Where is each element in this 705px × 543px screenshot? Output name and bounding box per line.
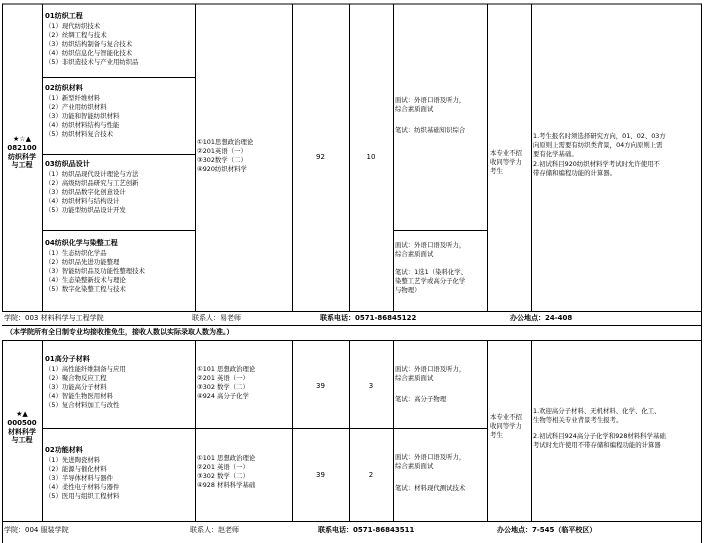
direction-title: 02功能材料 — [45, 446, 83, 454]
remark-line: 2.初试科目920纺织材料学考试时允许使用不 — [533, 160, 660, 168]
exam-subject: ③302 数学（二） — [197, 472, 249, 480]
retest-line: 染整工艺学或高分子化学 — [395, 277, 466, 285]
direction-item: （1）纺织品现代设计理论与方法 — [45, 170, 139, 178]
direction-item: （2）能源与催化材料 — [45, 465, 107, 473]
direction-title: 01纺织工程 — [45, 12, 83, 20]
equiv-line: 收同等学力 — [490, 422, 522, 430]
remark-line: 带存储和编程功能的计算器。 — [533, 169, 617, 177]
equiv-line: 本专业不招 — [490, 413, 522, 421]
plan-count: 39 — [316, 382, 325, 390]
retest-line: 笔试：材料现代测试技术 — [395, 484, 466, 492]
exam-subject: ④920纺织材料学 — [197, 165, 247, 173]
retest-line: 面试：外语口语及听力， — [395, 365, 466, 373]
remark-line: 1.欢迎高分子材料、无机材料、化学、化工、 — [533, 407, 661, 415]
direction-item: （1）先进陶瓷材料 — [45, 456, 101, 464]
direction-item: （1）现代纺织技术 — [45, 22, 101, 30]
direction-item: （4）纺织材料结构与性能 — [45, 121, 120, 129]
remark-line: 考试时允许使用不带存储和编程功能的计算器 — [533, 441, 661, 449]
direction-item: （3）功能和智能纺织材料 — [45, 112, 120, 120]
retest-line: 与物理） — [395, 286, 421, 294]
direction-item: （5）纺织材料复合技术 — [45, 130, 113, 138]
recommended-count: 3 — [368, 382, 374, 390]
direction-item: （5）复合材料加工与改性 — [45, 401, 120, 409]
direction-title: 02纺织材料 — [45, 84, 83, 92]
college-name: 学院：004 服装学院 — [4, 526, 69, 534]
retest-line: 笔试：1选1（染料化学、 — [395, 268, 468, 276]
exam-subject: ①101思想政治理论 — [197, 138, 254, 146]
exam-subject: ④924 高分子化学 — [197, 392, 249, 400]
direction-item: （4）纺织信息化与智能化技术 — [45, 49, 133, 57]
recommended-count: 2 — [368, 471, 374, 479]
contact-phone: 联系电话：0571-86845122 — [320, 314, 417, 322]
direction-item: （3）功能高分子材料 — [45, 383, 107, 391]
contact-person: 联系人：赵老师 — [190, 526, 239, 534]
direction-item: （5）功能型纺织品设计开发 — [45, 206, 126, 214]
direction-item: （2）丝绸工程与技术 — [45, 31, 107, 39]
contact-person: 联系人：易老师 — [192, 314, 241, 322]
direction-title: 04纺织化学与染整工程 — [45, 239, 118, 247]
plan-count: 92 — [316, 153, 325, 161]
remark-line: 生物等相关专业背景考生报考。 — [533, 416, 623, 424]
retest-line: 面试：外语口语及听力， — [395, 453, 466, 461]
exam-subject: ①101 思想政治理论 — [197, 365, 256, 373]
direction-item: （2）产业用纺织材料 — [45, 103, 107, 111]
direction-item: （2）纺织品先进功能整理 — [45, 258, 120, 266]
direction-title: 03纺织品设计 — [45, 160, 90, 168]
direction-item: （5）医用与组织工程材料 — [45, 492, 120, 500]
direction-item: （3）智能纺织品及功能性整理技术 — [45, 267, 145, 275]
exam-subject: ②201英语（一） — [197, 147, 247, 155]
direction-item: （2）聚合物反应工程 — [45, 374, 107, 382]
retest-line: 综合素质面试 — [395, 374, 434, 382]
direction-item: （1）生态纺织化学品 — [45, 249, 107, 257]
retest-line: 综合素质面试 — [395, 250, 434, 258]
equiv-line: 本专业不招 — [490, 149, 522, 157]
office-location: 办公地点：24-408 — [510, 314, 573, 322]
major-code-082100: ★☆▲ 082100 纺织科学 与工程 — [7, 135, 37, 170]
direction-item: （4）纺织材料与结构设计 — [45, 197, 120, 205]
equiv-line: 收同等学力 — [490, 158, 522, 166]
remark-line: 向原则上需要有纺织类背景，04方向原则上需 — [533, 141, 663, 149]
college-note: （本学院所有全日制专业均接收推免生，接收人数以实际录取人数为准。） — [6, 328, 234, 336]
exam-subject: ②201 英语（一） — [197, 374, 249, 382]
contact-phone: 联系电话：0571-86843511 — [318, 526, 415, 534]
direction-item: （5）数字化染整工程与技术 — [45, 285, 126, 293]
direction-item: （3）纺织品数字化创意设计 — [45, 188, 126, 196]
direction-item: （1）新型纤维材料 — [45, 94, 101, 102]
retest-line: 综合素质面试 — [395, 462, 434, 470]
remark-line: 要有化学基础。 — [533, 150, 578, 158]
retest-line: 笔试：纺织基础知识综合 — [395, 126, 466, 134]
direction-item: （2）高级纺织品研究与工艺创新 — [45, 179, 139, 187]
plan-count: 39 — [316, 471, 325, 479]
remark-line: 1.考生报名时须选择研究方向，01、02、03方 — [533, 132, 666, 140]
direction-item: （4）柔性电子材料与器件 — [45, 483, 120, 491]
office-location: 办公地点：7-545（临平校区） — [497, 526, 597, 534]
equiv-line: 考生 — [490, 431, 503, 439]
direction-item: （3）纺织结构制备与复合技术 — [45, 40, 133, 48]
exam-subject: ④928 材料科学基础 — [197, 481, 256, 489]
exam-subject: ③302 数学（二） — [197, 383, 249, 391]
retest-line: 笔试：高分子物理 — [395, 395, 447, 403]
direction-item: （4）生态染整新技术与理论 — [45, 276, 126, 284]
retest-line: 面试：外语口语及听力， — [395, 96, 466, 104]
equiv-line: 考生 — [490, 167, 503, 175]
exam-subject: ③302数学（二） — [197, 156, 247, 164]
college-name: 学院：003 材料科学与工程学院 — [4, 314, 104, 322]
major-code-000500: ★▲ 000500 材料科学 与工程 — [7, 410, 37, 445]
direction-item: （1）高性能纤维制备与应用 — [45, 365, 126, 373]
retest-line: 面试：外语口语及听力， — [395, 241, 466, 249]
remark-line: 2.初试科目924高分子化学和928材料科学基础 — [533, 432, 666, 440]
exam-subject: ②201 英语（一） — [197, 463, 249, 471]
direction-title: 01高分子材料 — [45, 355, 90, 363]
retest-line: 综合素质面试 — [395, 105, 434, 113]
exam-subject: ①101 思想政治理论 — [197, 454, 256, 462]
recommended-count: 10 — [366, 153, 376, 161]
direction-item: （3）半导体材料与器件 — [45, 474, 113, 482]
direction-item: （4）智能生物医用材料 — [45, 392, 113, 400]
direction-item: （5）非织造技术与产业用纺织品 — [45, 58, 139, 66]
